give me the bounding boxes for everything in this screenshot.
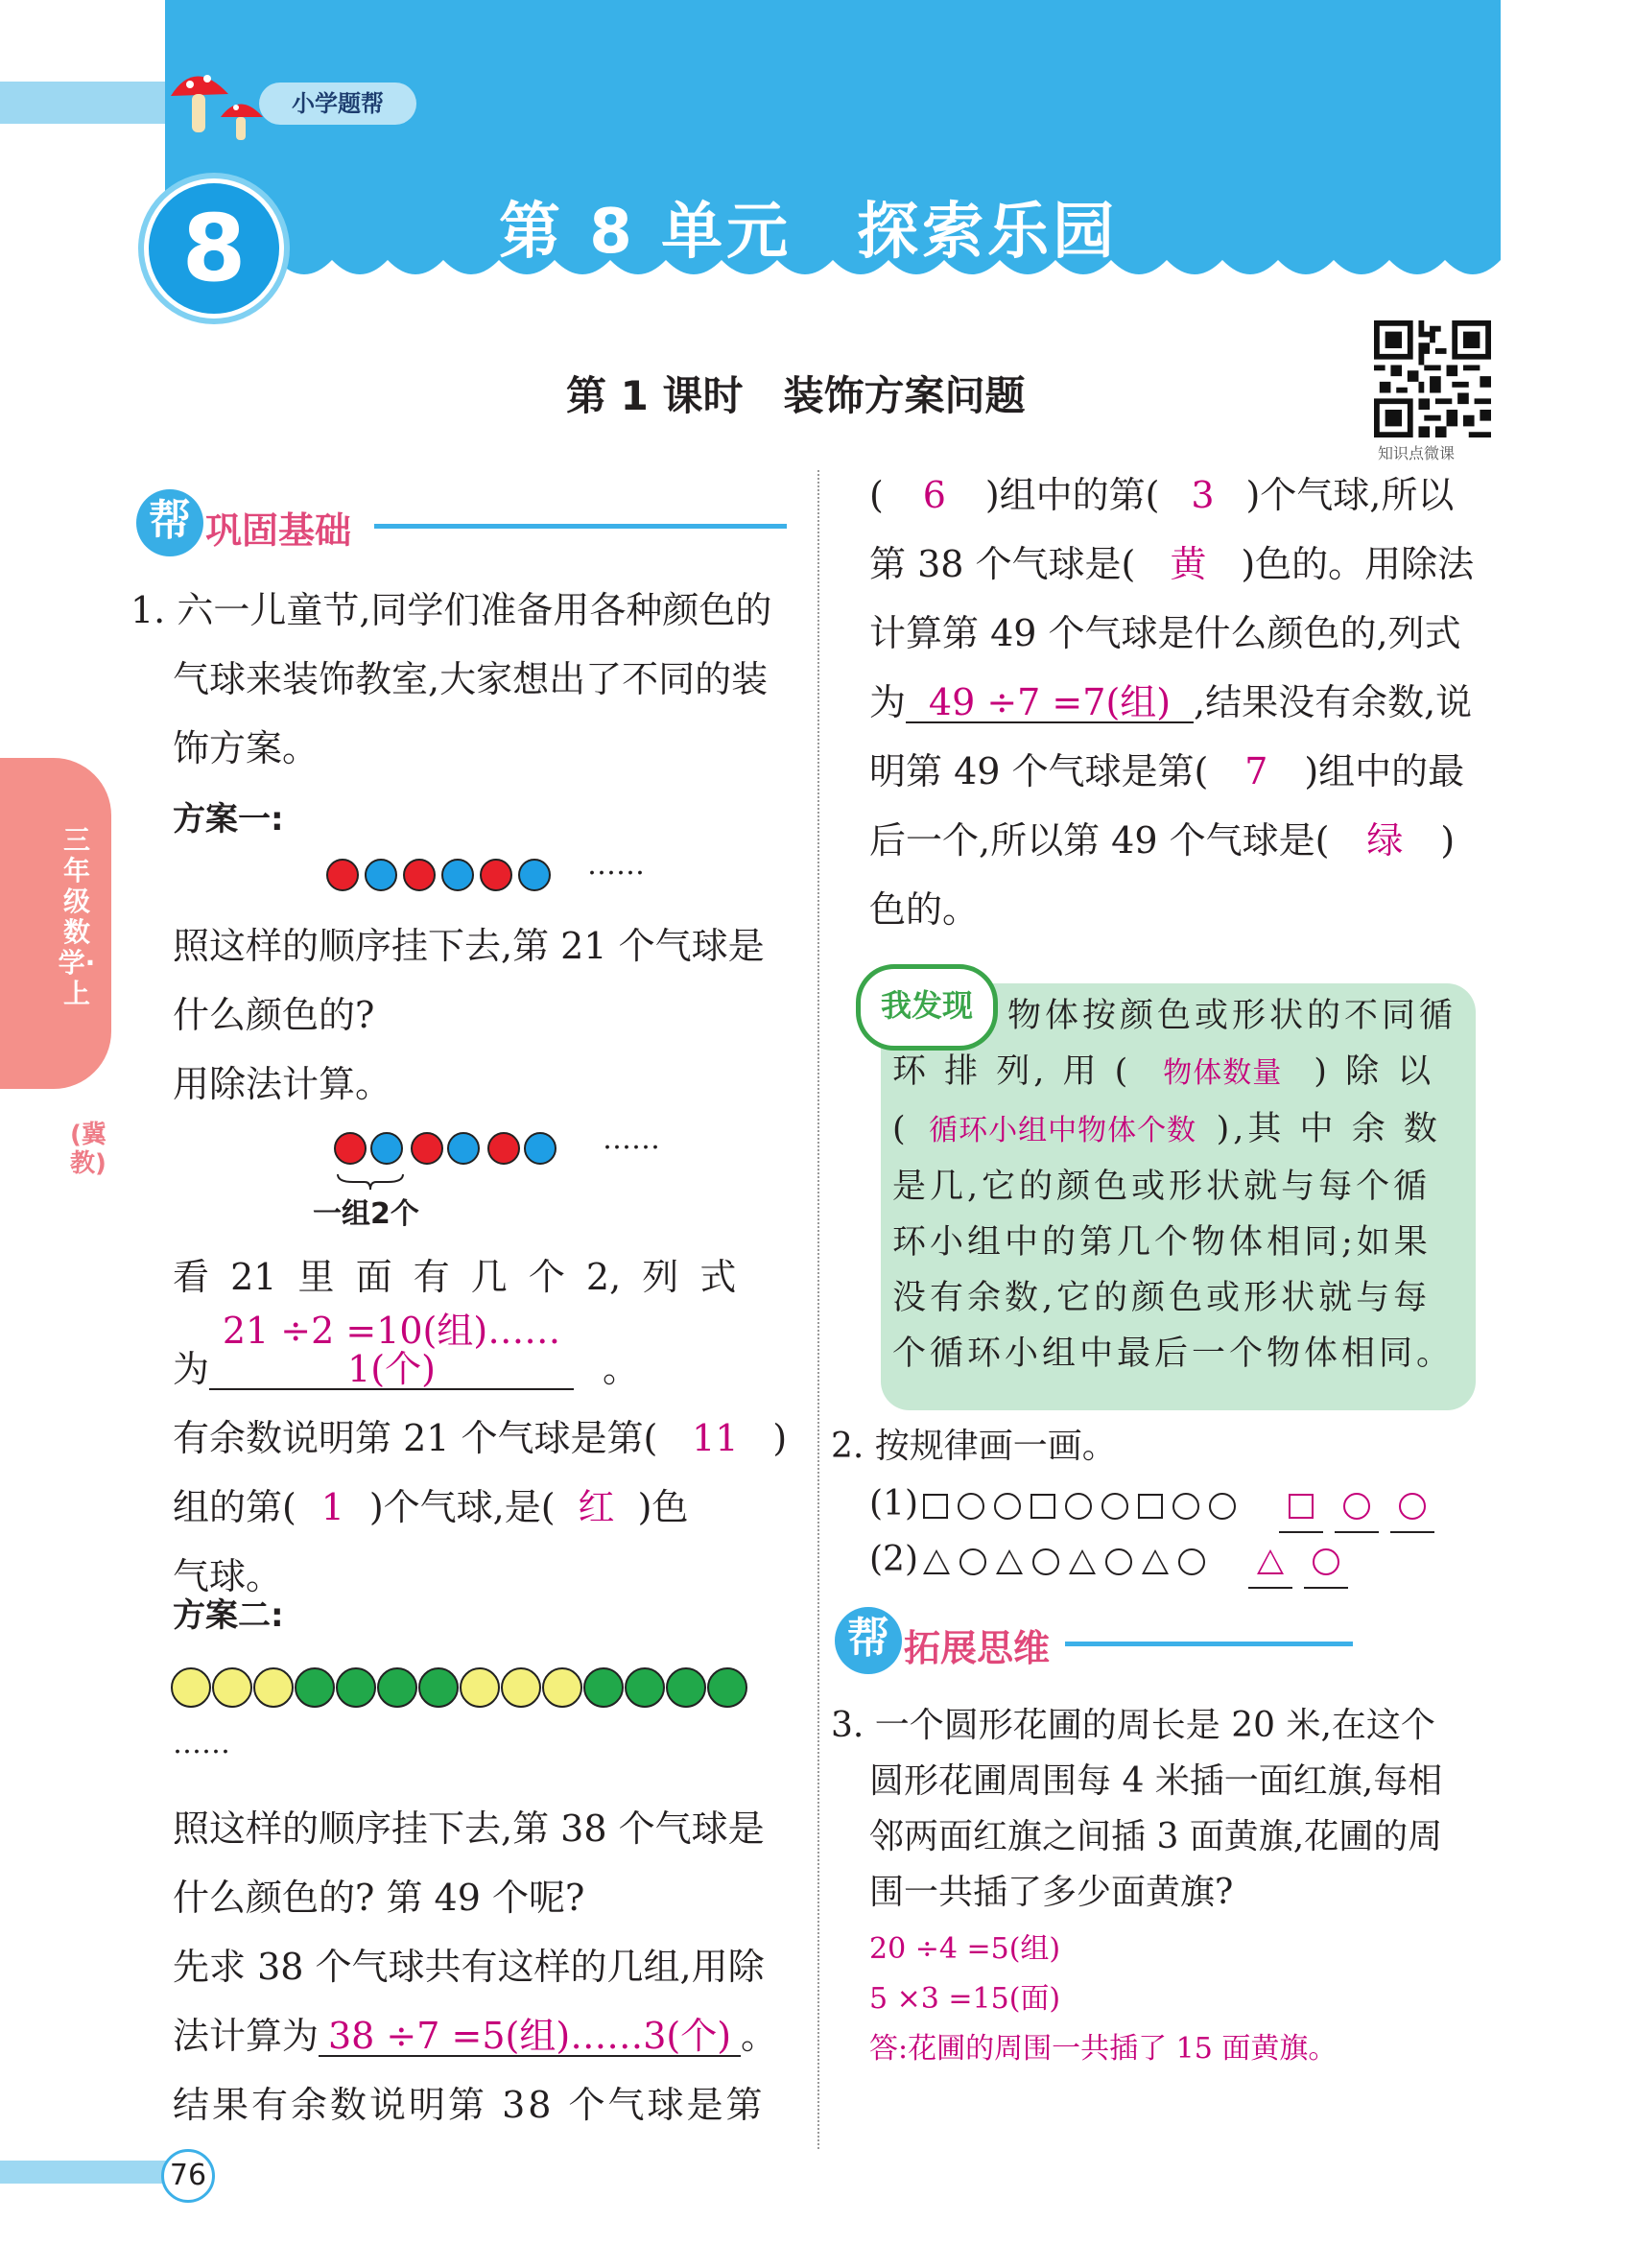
q3-answer-line: 20 ÷4 =5(组) xyxy=(869,1932,1061,1966)
q1-intro-line: 饰方案。 xyxy=(173,727,320,769)
cont-line: 计算第 49 个气球是什么颜色的,列式 xyxy=(869,612,1461,654)
text: 法计算为 xyxy=(173,2015,320,2057)
plan2-ellipsis: …… xyxy=(173,1727,230,1760)
cont-line xyxy=(869,806,1493,875)
text: 明第 49 个气球是第( xyxy=(869,750,1209,792)
plan2-line: 结果有余数说明第 38 个气球是第 xyxy=(173,2084,766,2126)
qr-label: 知识点微课 xyxy=(1378,444,1456,462)
unit-title: 第 8 单元 探索乐园 xyxy=(499,197,1119,268)
text: ( xyxy=(892,1110,910,1148)
text: 组的第( xyxy=(173,1486,296,1528)
answer-group-38: 6 xyxy=(922,474,946,516)
plan2-line xyxy=(173,2001,802,2070)
red-balloon xyxy=(411,1132,443,1165)
text: ( xyxy=(869,474,884,516)
green-balloon xyxy=(666,1667,706,1708)
answer-equation-2: 38 ÷7 =5(组)……3(个) xyxy=(319,2017,741,2057)
plan2-line: 先求 38 个气球共有这样的几组,用除 xyxy=(173,1946,765,1988)
q3-answer-line: 答:花圃的周围一共插了 15 面黄旗。 xyxy=(869,2032,1338,2066)
discover-line: 没有余数,它的颜色或形状就与每 xyxy=(892,1279,1432,1317)
text: )色 xyxy=(637,1486,689,1528)
answer-blank xyxy=(1304,1533,1348,1589)
answer-color-38: 黄 xyxy=(1170,543,1207,585)
plan1-label: 方案一: xyxy=(173,800,284,839)
q2-pattern-1 xyxy=(869,1477,1440,1533)
green-balloon xyxy=(295,1667,335,1708)
text: )组中的第( xyxy=(984,474,1160,516)
group-brace-icon xyxy=(336,1172,405,1192)
discover-line: 物体按颜色或形状的不同循 xyxy=(1007,997,1457,1035)
text: 为 xyxy=(173,1348,210,1390)
answer-position-38: 3 xyxy=(1191,474,1215,516)
text: 。 xyxy=(741,2015,778,2057)
square-shape xyxy=(1030,1494,1055,1519)
yellow-balloon xyxy=(253,1667,294,1708)
answer-color-1: 红 xyxy=(578,1486,615,1528)
plan2-balloon-row xyxy=(171,1667,748,1712)
section-rule xyxy=(374,524,787,529)
circle-shape xyxy=(1105,1548,1132,1575)
q1-intro-line: 气球来装饰教室,大家想出了不同的装 xyxy=(173,658,769,700)
solution-line: 看 21 里 面 有 几 个 2, 列 式 xyxy=(173,1256,737,1298)
text: 环 排 列, 用 ( xyxy=(892,1052,1132,1091)
qr-code-icon[interactable] xyxy=(1374,320,1491,437)
column-divider xyxy=(817,470,819,2149)
answer-group-number: 11 xyxy=(692,1417,739,1459)
discover-line: 个循环小组中最后一个物体相同。 xyxy=(892,1335,1455,1373)
section-heading-basic xyxy=(136,489,789,556)
discover-badge: 我发现 xyxy=(856,964,998,1051)
yellow-balloon xyxy=(460,1667,500,1708)
q3-question xyxy=(831,1698,1493,1921)
cont-line xyxy=(869,737,1493,806)
circle-shape xyxy=(1209,1493,1236,1520)
plan1-balloon-row xyxy=(326,859,557,893)
red-balloon xyxy=(334,1132,367,1165)
answer-equation-3: 49 ÷7 =7(组) xyxy=(906,683,1194,723)
circle-shape xyxy=(1172,1493,1199,1520)
section-title: 拓展思维 xyxy=(904,1627,1051,1669)
circle-shape xyxy=(1032,1548,1059,1575)
circle-shape xyxy=(1343,1493,1370,1520)
text: 第 38 个气球是( xyxy=(869,543,1136,585)
blue-balloon xyxy=(370,1132,403,1165)
triangle-shape xyxy=(1257,1549,1284,1574)
text: 后一个,所以第 49 个气球是( xyxy=(869,819,1330,862)
q3-line: 圆形花圃周围每 4 米插一面红旗,每相 xyxy=(869,1761,1443,1801)
answer-group-49: 7 xyxy=(1244,750,1268,792)
page-number: 76 xyxy=(161,2149,215,2203)
solution-line xyxy=(173,1404,802,1473)
q1-intro xyxy=(130,576,802,783)
answer-blank xyxy=(1279,1477,1323,1533)
lesson-title: 第 1 课时 装饰方案问题 xyxy=(566,372,1026,419)
section-bang-icon: 帮 xyxy=(835,1607,902,1674)
pattern-label: (1) xyxy=(869,1484,918,1524)
blue-balloon xyxy=(524,1132,557,1165)
q2-title: 2. 按规律画一画。 xyxy=(831,1427,1117,1466)
side-tab-edition: (冀教) xyxy=(70,1121,107,1178)
plan1-question-line: 什么颜色的? xyxy=(173,994,375,1036)
red-balloon xyxy=(326,859,359,891)
green-balloon xyxy=(625,1667,665,1708)
blue-balloon xyxy=(518,859,551,891)
text: 为 xyxy=(869,681,907,723)
green-balloon xyxy=(707,1667,747,1708)
text: )个气球,所以 xyxy=(1245,474,1455,516)
discover-line: 是几,它的颜色或形状就与每个循 xyxy=(892,1168,1432,1206)
discover-line xyxy=(892,1044,1463,1101)
side-tab-grade: 三年级数学·上 xyxy=(58,824,96,1009)
blue-balloon xyxy=(365,859,397,891)
green-balloon xyxy=(583,1667,624,1708)
plan2-label: 方案二: xyxy=(173,1596,284,1635)
square-shape xyxy=(1138,1494,1163,1519)
answer-blank xyxy=(1390,1477,1434,1533)
blue-balloon xyxy=(447,1132,480,1165)
cont-line xyxy=(869,530,1493,599)
cont-line xyxy=(869,461,1493,530)
cont-line xyxy=(869,668,1493,737)
plan2-line: 照这样的顺序挂下去,第 38 个气球是 xyxy=(173,1807,765,1850)
text: ) xyxy=(772,1417,788,1459)
red-balloon xyxy=(487,1132,520,1165)
solution-line xyxy=(173,1473,802,1542)
plan1-ellipsis: …… xyxy=(587,848,645,882)
answer-discover-2: 循环小组中物体个数 xyxy=(929,1114,1197,1147)
plan2-solution xyxy=(173,1794,802,2139)
square-shape xyxy=(923,1494,948,1519)
plan1-question-line: 照这样的顺序挂下去,第 21 个气球是 xyxy=(173,925,765,967)
yellow-balloon xyxy=(171,1667,211,1708)
solution-line: 气球。 xyxy=(173,1555,283,1597)
answer-position: 1 xyxy=(320,1486,344,1528)
text: ) xyxy=(1440,819,1456,862)
section-heading-extend xyxy=(835,1607,1487,1674)
answer-blank xyxy=(1335,1477,1379,1533)
q3-line: 3. 一个圆形花圃的周长是 20 米,在这个 xyxy=(831,1706,1435,1745)
circle-shape xyxy=(1065,1493,1092,1520)
pattern-answer xyxy=(1273,1484,1440,1524)
discover-text xyxy=(892,988,1463,1382)
green-balloon xyxy=(336,1667,376,1708)
discover-line xyxy=(892,1101,1463,1159)
square-shape xyxy=(1289,1494,1314,1519)
circle-shape xyxy=(1313,1548,1339,1575)
answer-color-49: 绿 xyxy=(1366,819,1404,862)
yellow-balloon xyxy=(542,1667,582,1708)
plan1-solution xyxy=(173,1242,802,1611)
triangle-shape xyxy=(1069,1549,1096,1574)
red-balloon xyxy=(480,859,512,891)
text: 。 xyxy=(603,1348,640,1390)
answer-blank xyxy=(1248,1533,1292,1589)
footer-strip xyxy=(0,2161,178,2184)
section-title: 巩固基础 xyxy=(205,509,352,552)
discover-line: 环小组中的第几个物体相同;如果 xyxy=(892,1223,1432,1262)
unit-number-badge: 8 xyxy=(144,178,284,319)
plan1-question xyxy=(173,911,806,1119)
brand-label: 小学题帮 xyxy=(259,83,416,125)
solution-line xyxy=(173,1311,802,1404)
q3-answer xyxy=(869,1925,1337,2074)
text: )个气球,是( xyxy=(368,1486,556,1528)
q3-answer-line: 5 ×3 =15(面) xyxy=(869,1982,1061,2016)
triangle-shape xyxy=(996,1549,1023,1574)
plan1-grouped-balloon-row xyxy=(334,1132,564,1167)
q1-intro-line: 1. 六一儿童节,同学们准备用各种颜色的 xyxy=(130,589,772,631)
plan2-line: 什么颜色的? 第 49 个呢? xyxy=(173,1877,585,1919)
circle-shape xyxy=(1399,1493,1426,1520)
text: )组中的最 xyxy=(1304,750,1465,792)
text: ) 除 以 xyxy=(1314,1052,1435,1091)
answer-discover-1: 物体数量 xyxy=(1163,1056,1283,1090)
plan1-hint: 用除法计算。 xyxy=(173,1063,392,1105)
green-balloon xyxy=(418,1667,459,1708)
q3-line: 邻两面红旗之间插 3 面黄旗,花圃的周 xyxy=(869,1817,1443,1856)
text: ),其 中 余 数 xyxy=(1216,1110,1441,1148)
q1-continued xyxy=(869,461,1493,944)
circle-shape xyxy=(1178,1548,1205,1575)
circle-shape xyxy=(994,1493,1021,1520)
circle-shape xyxy=(959,1548,986,1575)
q2-pattern-2 xyxy=(869,1533,1354,1589)
text: ,结果没有余数,说 xyxy=(1194,681,1473,723)
blue-balloon xyxy=(441,859,474,891)
yellow-balloon xyxy=(501,1667,541,1708)
red-balloon xyxy=(403,859,436,891)
pattern-shapes xyxy=(918,1540,1210,1579)
yellow-balloon xyxy=(212,1667,252,1708)
section-bang-icon: 帮 xyxy=(136,489,203,556)
q3-line: 围一共插了多少面黄旗? xyxy=(869,1873,1234,1912)
group-label: 一组2个 xyxy=(313,1197,419,1231)
triangle-shape xyxy=(923,1549,950,1574)
plan1-ellipsis: …… xyxy=(603,1122,660,1156)
section-rule xyxy=(1065,1642,1353,1646)
green-balloon xyxy=(377,1667,417,1708)
answer-equation-1: 21 ÷2 =10(组)……1(个) xyxy=(209,1311,574,1390)
circle-shape xyxy=(958,1493,984,1520)
pattern-shapes xyxy=(918,1484,1241,1524)
text: 有余数说明第 21 个气球是第( xyxy=(173,1417,658,1459)
triangle-shape xyxy=(1142,1549,1169,1574)
circle-shape xyxy=(1101,1493,1128,1520)
cont-line: 色的。 xyxy=(869,888,980,931)
text: )色的。用除法 xyxy=(1241,543,1475,585)
pattern-answer xyxy=(1243,1540,1354,1579)
pattern-label: (2) xyxy=(869,1540,918,1579)
